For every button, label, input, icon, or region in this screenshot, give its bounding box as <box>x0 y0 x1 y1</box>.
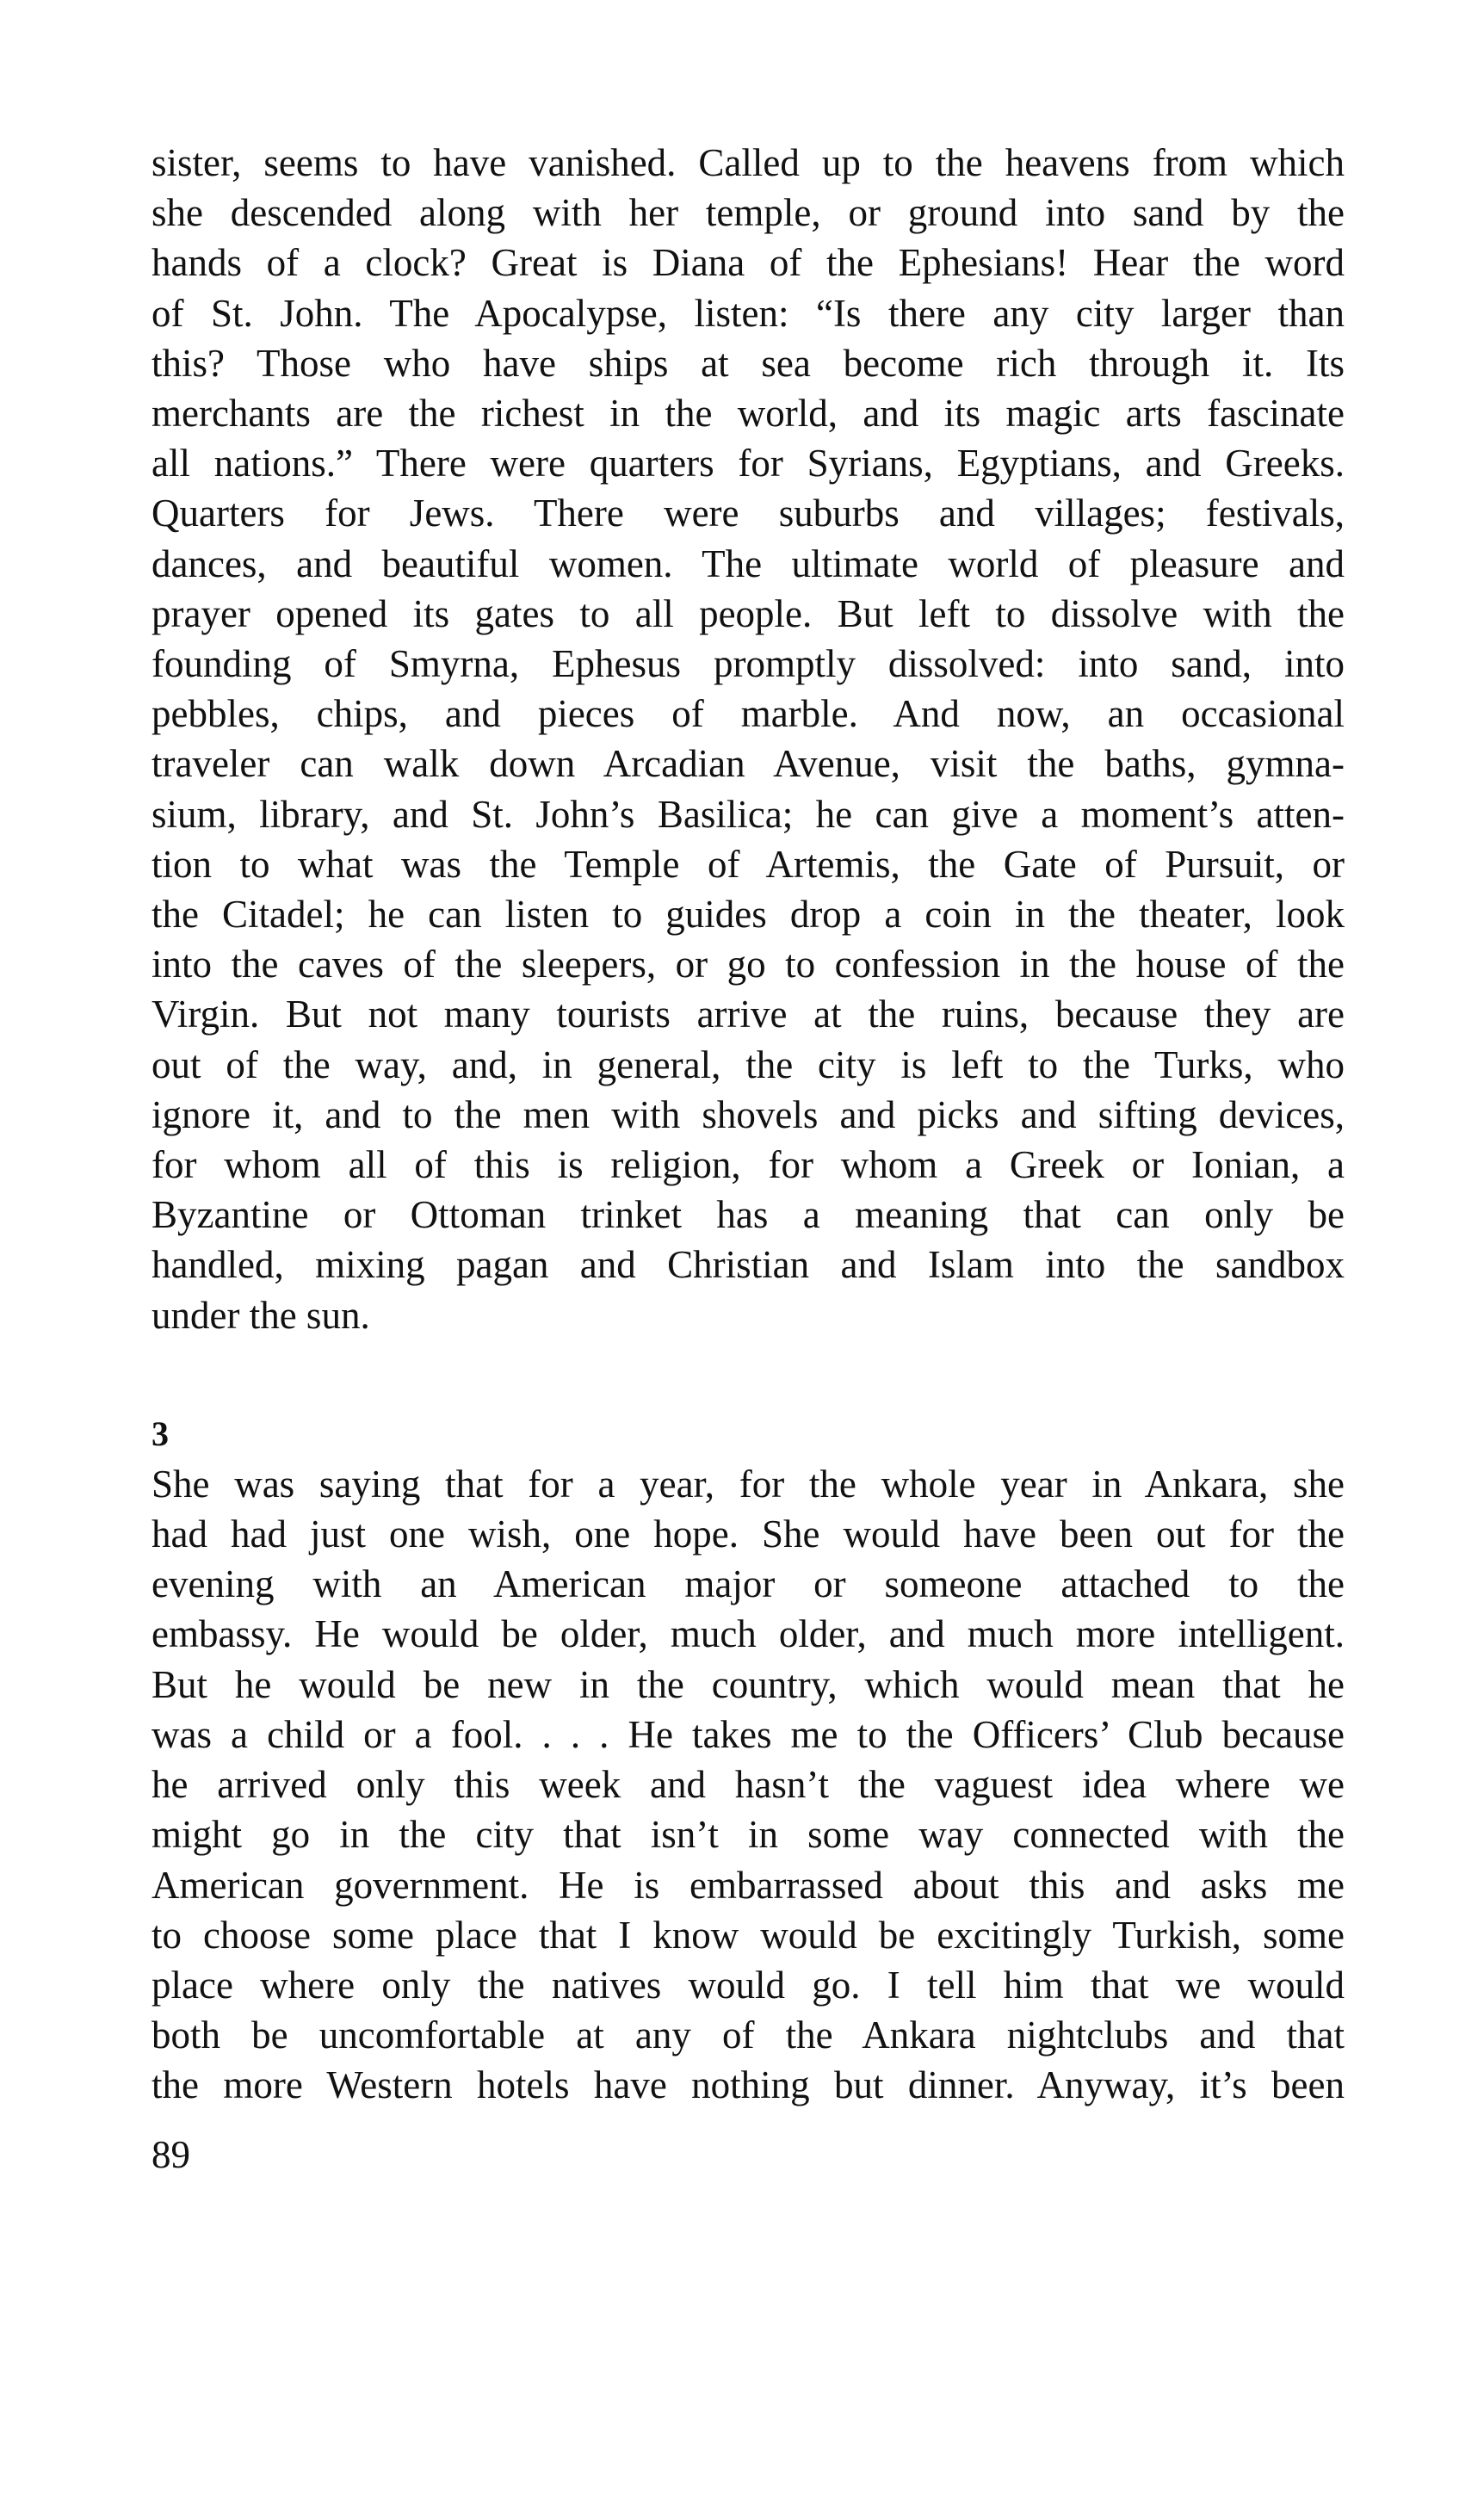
text-line: under the sun. <box>151 1293 370 1337</box>
text-line: She was saying that for a year, for the whole year in Ankara, she <box>151 1462 1345 1506</box>
text-line: tion to what was the Temple of Artemis, the Gate of Pursuit, or <box>151 842 1345 886</box>
text-line: both be uncomfortable at any of the Ankara nightclubs and that <box>151 2013 1345 2057</box>
text-line: place where only the natives would go. I tell him that we would <box>151 1963 1345 2007</box>
text-line: traveler can walk down Arcadian Avenue, visit the baths, gymna- <box>151 742 1345 786</box>
text-line: of St. John. The Apocalypse, listen: “Is there any city larger than <box>151 291 1345 335</box>
text-line: the Citadel; he can listen to guides drop a coin in the theater, look <box>151 893 1345 937</box>
text-line: dances, and beautiful women. The ultimate world of pleasure and <box>151 541 1345 585</box>
text-line: Virgin. But not many tourists arrive at the ruins, because they are <box>151 993 1345 1036</box>
text-line: Byzantine or Ottoman trinket has a meaning that can only be <box>151 1193 1345 1237</box>
text-line: hands of a clock? Great is Diana of the Ephesians! Hear the word <box>151 241 1345 285</box>
text-line: ignore it, and to the men with shovels and picks and sifting devices, <box>151 1092 1345 1136</box>
section-number: 3 <box>151 1413 169 1453</box>
text-line: she descended along with her temple, or ground into sand by the <box>151 191 1345 235</box>
page-body <box>151 138 1345 2111</box>
text-line: American government. He is embarrassed about this and asks me <box>151 1863 1345 1907</box>
text-line: founding of Smyrna, Ephesus promptly dissolved: into sand, into <box>151 642 1345 686</box>
text-line: into the caves of the sleepers, or go to confession in the house of the <box>151 943 1345 987</box>
text-line: But he would be new in the country, which would mean that he <box>151 1662 1345 1706</box>
page-number: 89 <box>151 2133 190 2176</box>
text-line: sium, library, and St. John’s Basilica; he can give a moment’s atten- <box>151 792 1345 836</box>
text-line: prayer opened its gates to all people. But left to dissolve with the <box>151 591 1345 635</box>
paragraph-ephesus <box>151 138 1345 1340</box>
text-line: Quarters for Jews. There were suburbs and villages; festivals, <box>151 492 1345 535</box>
paragraph-ankara <box>151 1459 1345 2111</box>
text-line: the more Western hotels have nothing but dinner. Anyway, it’s been <box>151 2063 1345 2107</box>
text-line: embassy. He would be older, much older, and much more intelligent. <box>151 1612 1345 1656</box>
text-line: evening with an American major or someone attached to the <box>151 1562 1345 1606</box>
text-line: for whom all of this is religion, for whom a Greek or Ionian, a <box>151 1143 1345 1187</box>
text-line: handled, mixing pagan and Christian and Islam into the sandbox <box>151 1243 1345 1287</box>
text-line: was a child or a fool. . . . He takes me to the Officers’ Club because <box>151 1712 1345 1756</box>
text-line: sister, seems to have vanished. Called up to the heavens from which <box>151 141 1345 184</box>
text-line: this? Those who have ships at sea become rich through it. Its <box>151 341 1345 385</box>
text-line: all nations.” There were quarters for Syrians, Egyptians, and Greeks. <box>151 442 1345 486</box>
text-line: had had just one wish, one hope. She would have been out for the <box>151 1512 1345 1556</box>
text-line: might go in the city that isn’t in some way connected with the <box>151 1813 1345 1857</box>
text-line: out of the way, and, in general, the city is left to the Turks, who <box>151 1042 1345 1086</box>
text-line: he arrived only this week and hasn’t the vaguest idea where we <box>151 1763 1345 1807</box>
text-line: merchants are the richest in the world, and its magic arts fascinate <box>151 392 1345 436</box>
text-line: pebbles, chips, and pieces of marble. And now, an occasional <box>151 692 1345 736</box>
text-line: to choose some place that I know would be excitingly Turkish, some <box>151 1913 1345 1957</box>
